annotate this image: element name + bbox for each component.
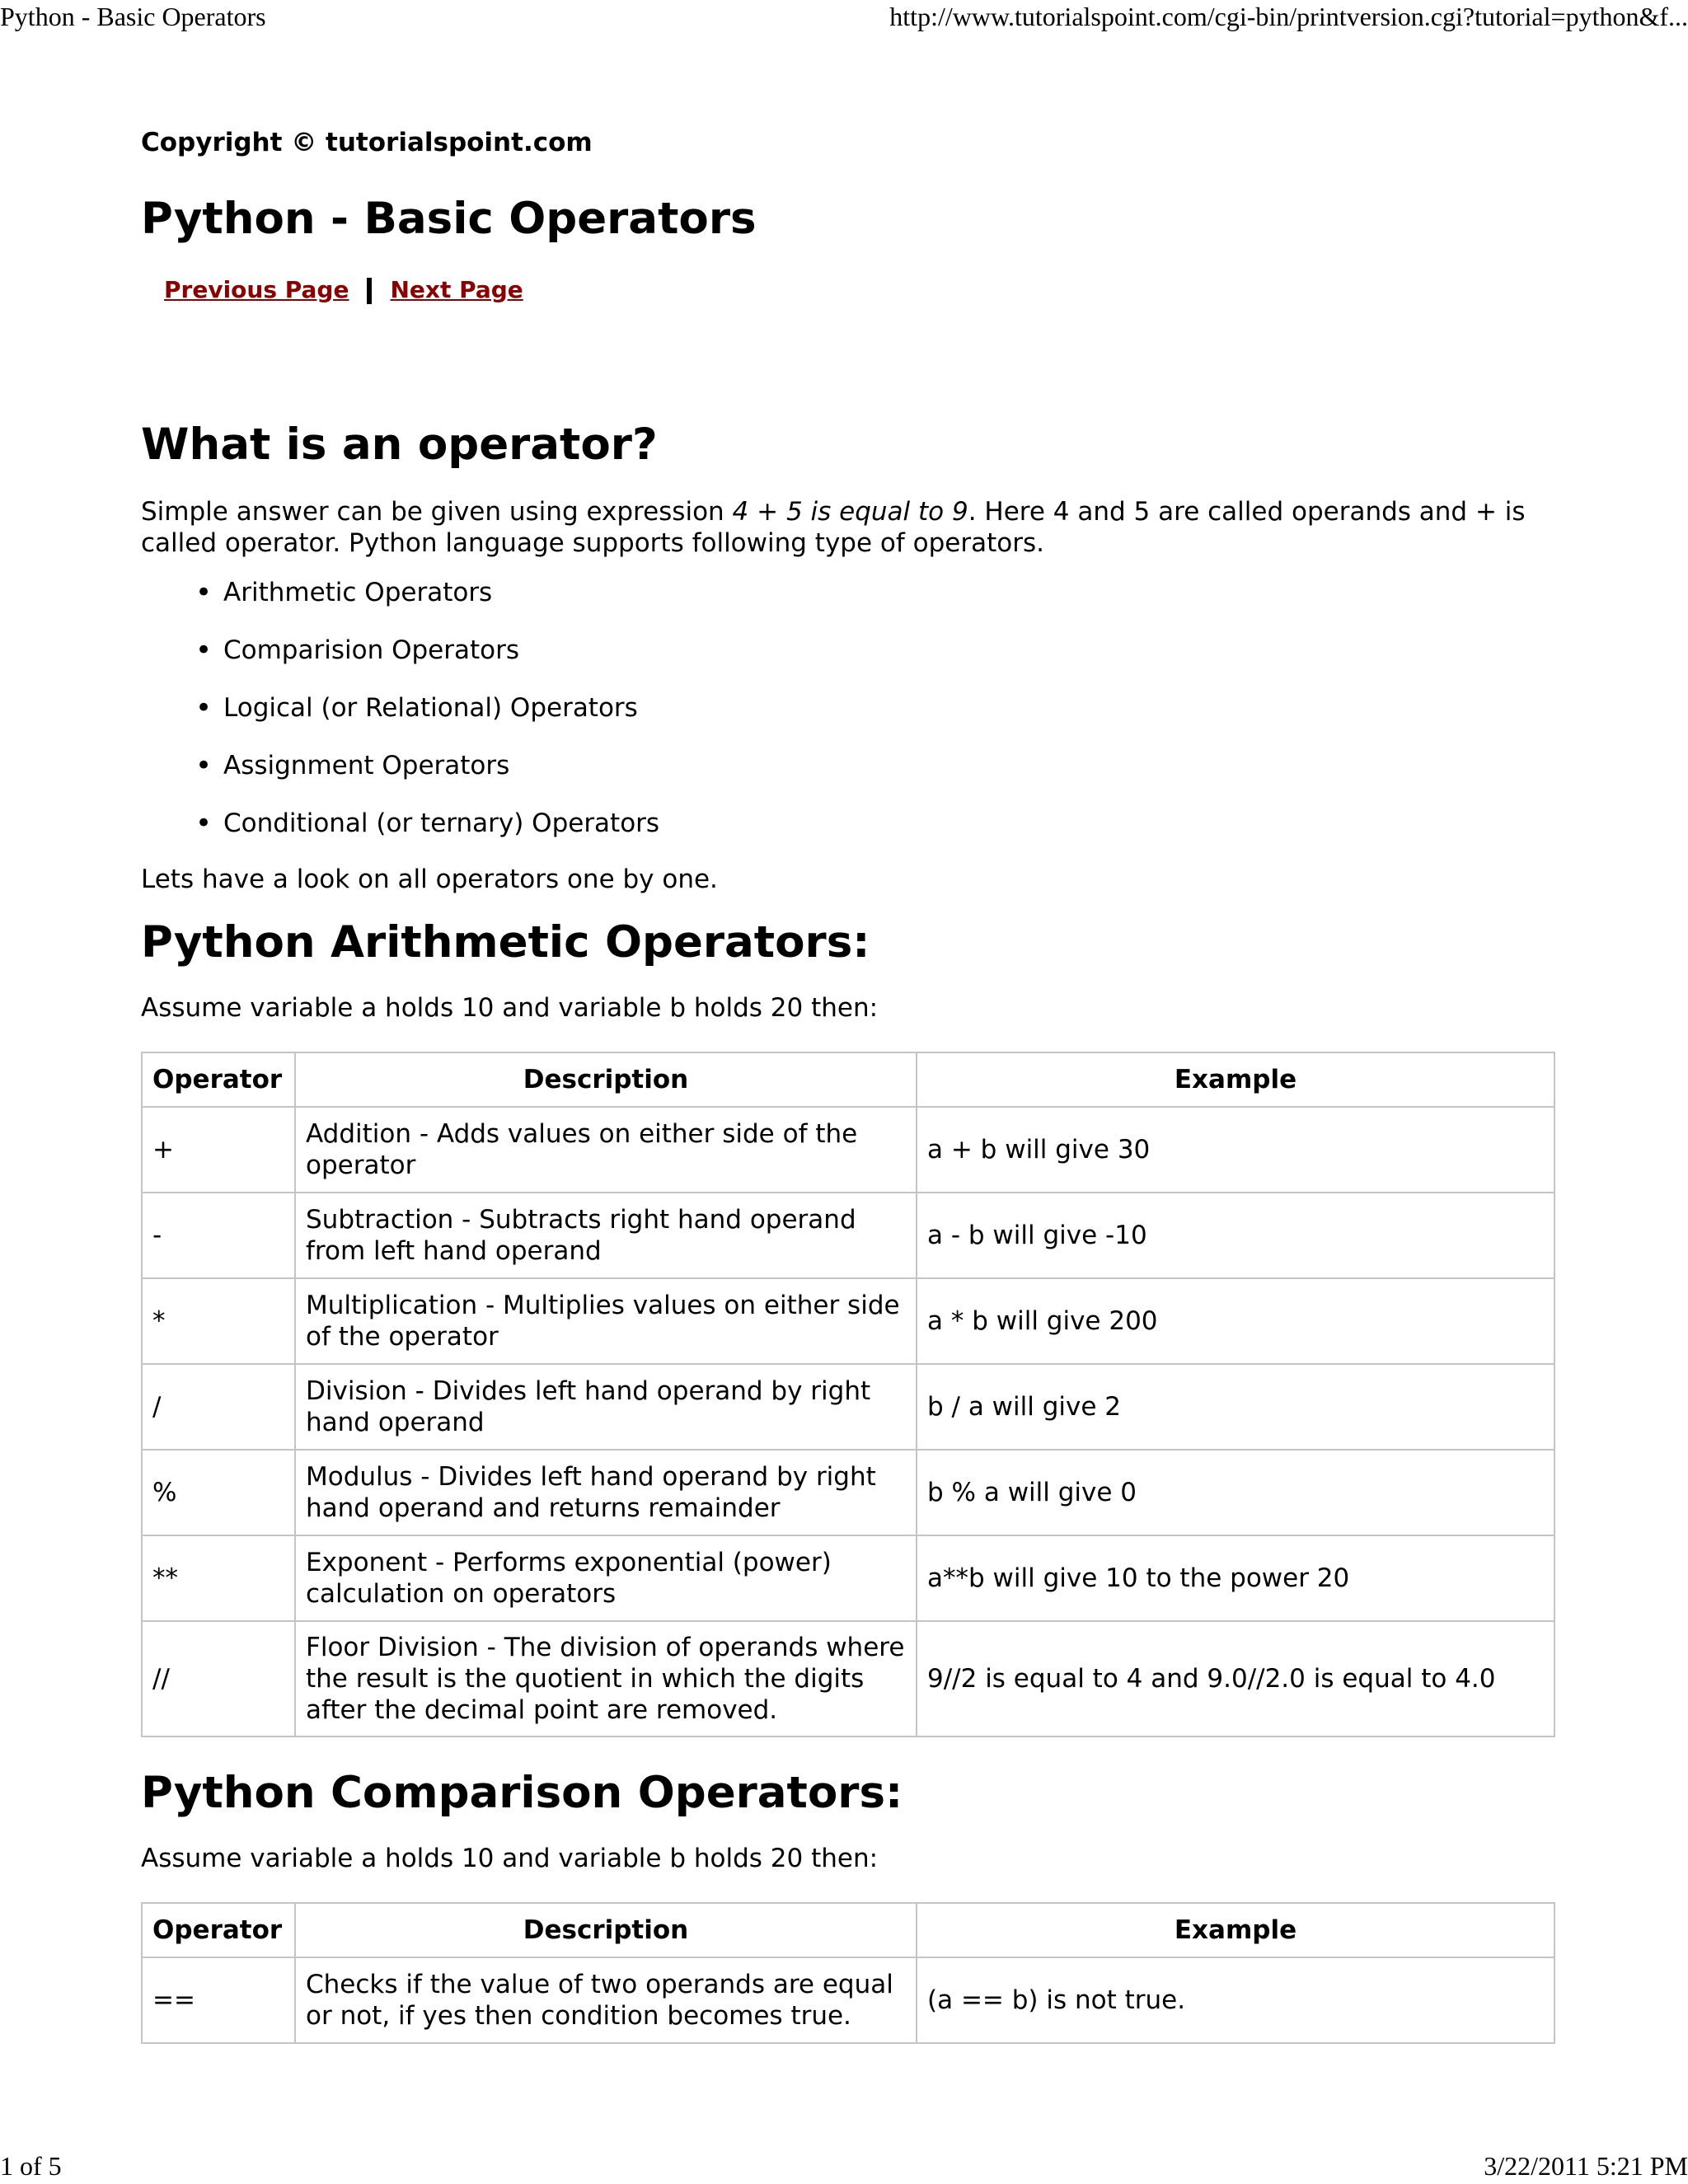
cell-description: Multiplication - Multiplies values on either side of the operator [295, 1278, 917, 1364]
table-row [142, 1364, 1554, 1450]
cell-operator: // [142, 1621, 295, 1736]
list-item: • Arithmetic Operators [223, 577, 1555, 635]
cell-description: Division - Divides left hand operand by right hand operand [295, 1364, 917, 1450]
page-nav [164, 274, 1555, 307]
arithmetic-table [141, 1052, 1555, 1737]
cell-example: (a == b) is not true. [917, 1957, 1554, 2043]
arithmetic-assumption: Assume variable a holds 10 and variable b holds 20 then: [141, 993, 879, 1023]
cell-example: a + b will give 30 [917, 1107, 1554, 1193]
cell-example: a * b will give 200 [917, 1278, 1554, 1364]
section-heading-comparison: Python Comparison Operators: [141, 1768, 903, 1818]
cell-operator: - [142, 1193, 295, 1278]
page-title: Python - Basic Operators [141, 194, 757, 244]
cell-operator: % [142, 1450, 295, 1535]
print-header [0, 0, 1688, 33]
list-item: • Comparision Operators [223, 635, 1555, 692]
column-header-example: Example [917, 1903, 1554, 1957]
page-count: 1 of 5 [0, 2151, 62, 2181]
cell-operator: ** [142, 1535, 295, 1621]
table-row [142, 1278, 1554, 1364]
intro-post: . Here 4 and 5 are called operands and + is called operator. Python language supports following type of operators. [141, 497, 1526, 558]
table-header-row [142, 1052, 1554, 1107]
list-item: • Conditional (or ternary) Operators [223, 808, 1555, 865]
cell-description: Modulus - Divides left hand operand by right hand operand and returns remainder [295, 1450, 917, 1535]
cell-description: Subtraction - Subtracts right hand operand from left hand operand [295, 1193, 917, 1278]
table-header-row [142, 1903, 1554, 1957]
cell-operator: + [142, 1107, 295, 1193]
comparison-assumption: Assume variable a holds 10 and variable b holds 20 then: [141, 1844, 879, 1873]
cell-description: Checks if the value of two operands are equal or not, if yes then condition becomes true. [295, 1957, 917, 2043]
intro-paragraph [141, 496, 1555, 559]
table-row [142, 1193, 1554, 1278]
table-row [142, 1535, 1554, 1621]
column-header-operator: Operator [142, 1903, 295, 1957]
cell-example: b % a will give 0 [917, 1450, 1554, 1535]
list-item: • Logical (or Relational) Operators [223, 692, 1555, 750]
table-row [142, 1107, 1554, 1193]
cell-example: a**b will give 10 to the power 20 [917, 1535, 1554, 1621]
outro-paragraph: Lets have a look on all operators one by one. [141, 865, 718, 894]
comparison-table [141, 1902, 1555, 2044]
page-content [141, 122, 1555, 2044]
previous-page-link[interactable]: Previous Page [164, 276, 349, 303]
cell-example: b / a will give 2 [917, 1364, 1554, 1450]
operator-types-list [141, 577, 1555, 865]
cell-description: Exponent - Performs exponential (power) calculation on operators [295, 1535, 917, 1621]
print-footer [0, 2148, 1688, 2184]
cell-description: Addition - Adds values on either side of the operator [295, 1107, 917, 1193]
table-row [142, 1621, 1554, 1736]
cell-description: Floor Division - The division of operands where the result is the quotient in which the digits after the decimal point are removed. [295, 1621, 917, 1736]
next-page-link[interactable]: Next Page [390, 276, 523, 303]
section-heading-arithmetic: Python Arithmetic Operators: [141, 917, 870, 968]
copyright: Copyright © tutorialspoint.com [141, 128, 593, 157]
table-row [142, 1450, 1554, 1535]
list-item: • Assignment Operators [223, 750, 1555, 808]
print-header-title: Python - Basic Operators [0, 2, 266, 31]
intro-expression: 4 + 5 is equal to 9 [732, 497, 968, 527]
column-header-example: Example [917, 1052, 1554, 1107]
section-heading-what: What is an operator? [141, 419, 658, 470]
column-header-operator: Operator [142, 1052, 295, 1107]
column-header-description: Description [295, 1052, 917, 1107]
cell-example: 9//2 is equal to 4 and 9.0//2.0 is equal to 4.0 [917, 1621, 1554, 1736]
cell-operator: / [142, 1364, 295, 1450]
print-timestamp: 3/22/2011 5:21 PM [1484, 2151, 1688, 2181]
table-row [142, 1957, 1554, 2043]
cell-example: a - b will give -10 [917, 1193, 1554, 1278]
nav-separator [367, 278, 372, 304]
cell-operator: == [142, 1957, 295, 2043]
cell-operator: * [142, 1278, 295, 1364]
print-header-url: http://www.tutorialspoint.com/cgi-bin/printversion.cgi?tutorial=python&f... [889, 2, 1688, 31]
intro-pre: Simple answer can be given using expression [141, 497, 733, 527]
column-header-description: Description [295, 1903, 917, 1957]
